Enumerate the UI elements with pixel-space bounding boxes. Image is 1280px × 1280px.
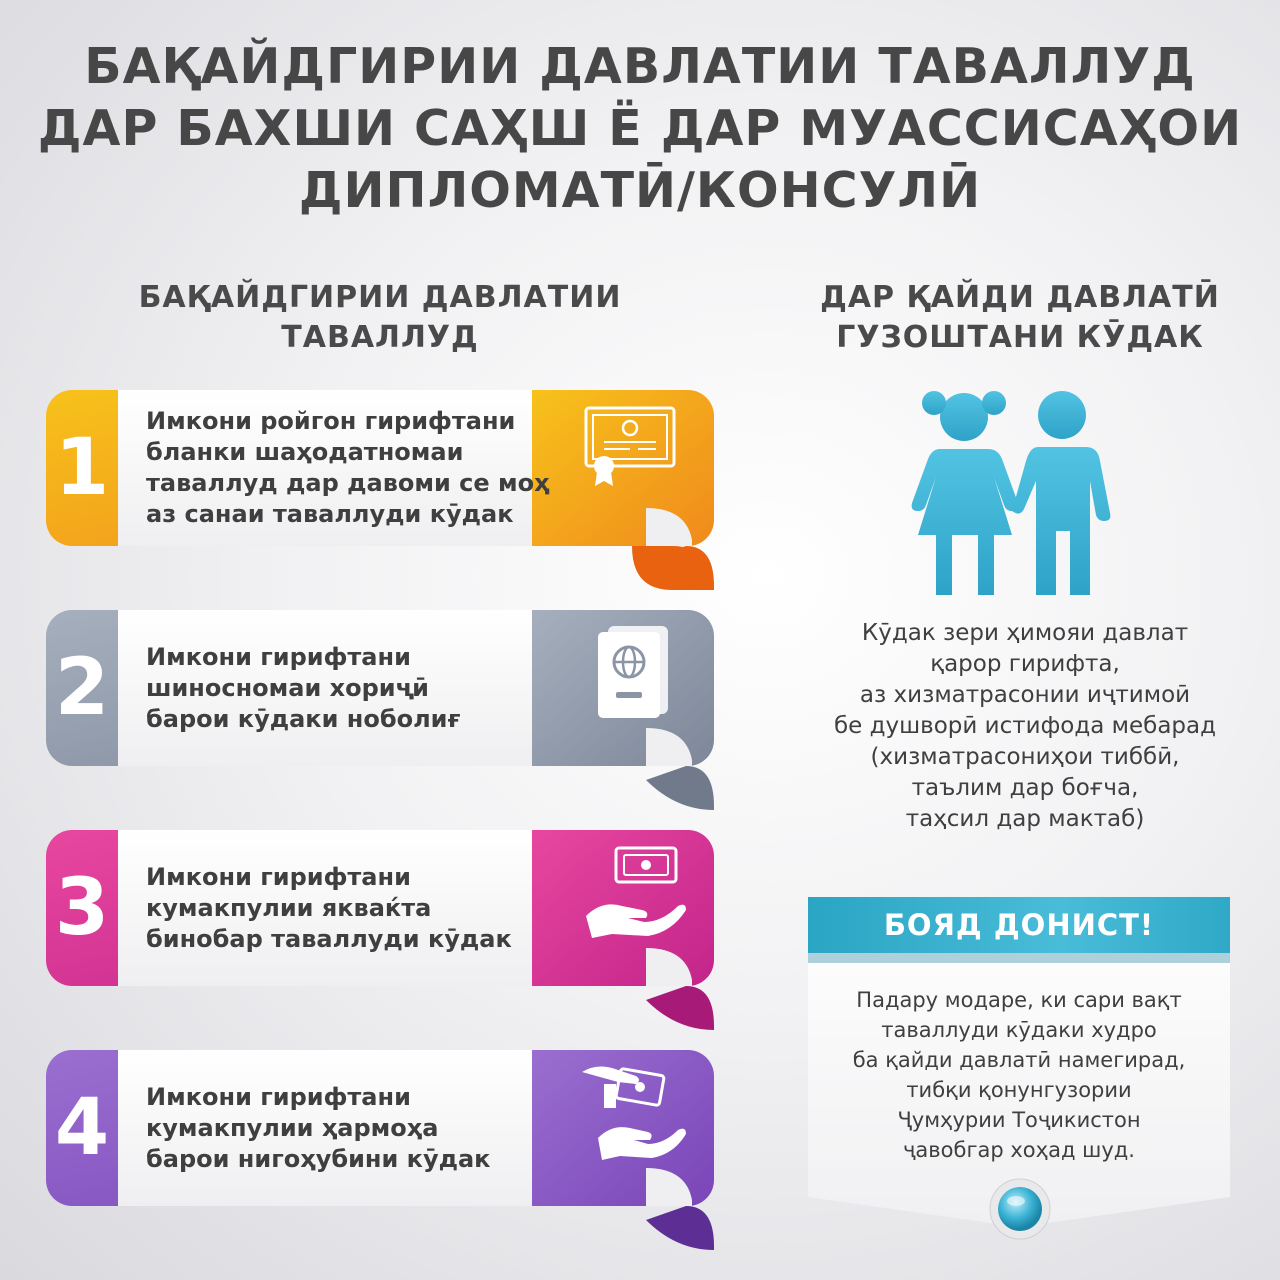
children-description [800,618,1250,835]
description-line: қарор гирифта, [930,651,1120,677]
benefit-card-3 [46,830,714,990]
certificate-icon [582,404,678,488]
card-text [146,1050,490,1206]
money-exchange-icon [578,1058,694,1162]
decorative-circle-icon [988,1177,1052,1241]
card-text-line: Имкони ройгон гирифтани [146,407,516,435]
card-text-line: таваллуд дар давоми се моҳ [146,469,550,497]
card-text-line: Имкони гирифтани [146,862,411,891]
know-line: тибқи қонунгузории [906,1078,1132,1102]
heading-line: ТАВАЛЛУД [281,320,479,355]
heading-line: ГУЗОШТАНИ КӮДАК [836,320,1204,355]
know-line: Падару модаре, ки сари вақт [856,988,1182,1012]
card-text [146,390,550,546]
description-line: Кӯдак зери ҳимояи давлат [861,620,1189,646]
card-text-line: кумакпулии якваќта [146,893,432,922]
heading-line: БАҚАЙДГИРИИ ДАВЛАТИИ [138,280,622,315]
must-know-text [808,985,1230,1165]
card-text-line: Имкони гирифтани [146,1082,411,1111]
heading-line: ДАР ҚАЙДИ ДАВЛАТӢ [820,280,1220,315]
title-line: ДАР БАХШИ САҲШ Ё ДАР МУАССИСАҲОИ [37,100,1243,157]
card-text-line: Имкони гирифтани [146,642,411,671]
card-number: 2 [54,643,110,733]
benefit-card-1 [46,390,714,550]
card-text-line: шиносномаи хориҷӣ [146,673,429,702]
left-section-heading [100,278,660,358]
description-line: таҳсил дар мактаб) [905,806,1145,832]
children-holding-hands-icon [900,385,1114,600]
know-line: Ҷумҳурии Тоҷикистон [897,1108,1141,1132]
must-know-heading: БОЯД ДОНИСТ! [808,897,1230,953]
description-line: аз хизматрасонии иҷтимоӣ [859,682,1191,708]
card-text-line: барои кӯдаки ноболиғ [146,704,461,733]
description-line: бе душворӣ истифода мебарад [833,713,1217,739]
card-text-line: аз санаи таваллуди кӯдак [146,500,514,528]
card-number: 4 [54,1083,110,1173]
card-text-line: бинобар таваллуди кӯдак [146,924,512,953]
page-title [0,36,1280,222]
benefit-card-4 [46,1050,714,1210]
card-number: 3 [54,863,110,953]
know-line: таваллуди кӯдаки худро [881,1018,1157,1042]
know-line: ҷавобгар хоҳад шуд. [903,1138,1135,1162]
right-section-heading [790,278,1250,358]
money-hand-icon [582,844,692,944]
know-line: ба қайди давлатӣ намегирад, [852,1048,1186,1072]
card-number: 1 [54,423,110,513]
must-know-panel [808,897,1230,1227]
title-line: БАҚАЙДГИРИИ ДАВЛАТИИ ТАВАЛЛУД [84,38,1196,95]
card-text-line: бланки шаҳодатномаи [146,438,464,466]
card-text-line: кумакпулии ҳармоҳа [146,1113,439,1142]
benefit-card-2 [46,610,714,770]
card-text [146,830,512,986]
passport-icon [594,622,674,722]
title-line: ДИПЛОМАТӢ/КОНСУЛӢ [298,162,982,219]
description-line: таълим дар боғча, [911,775,1139,801]
description-line: (хизматрасониҳои тиббӣ, [870,744,1180,770]
card-text-line: барои нигоҳубини кӯдак [146,1144,491,1173]
card-text [146,610,461,766]
